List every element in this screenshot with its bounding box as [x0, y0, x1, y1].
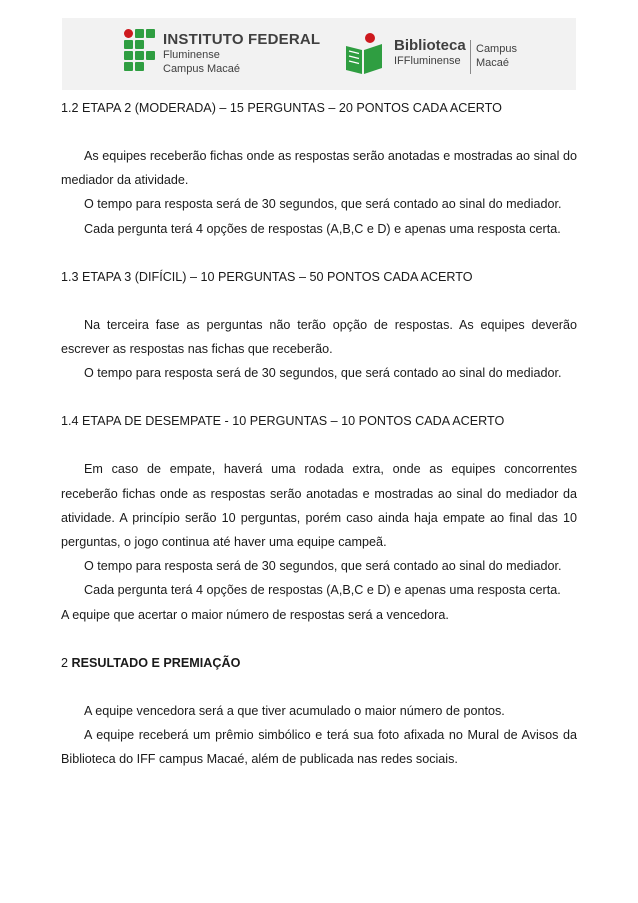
biblioteca-subtitle: IFFluminense: [394, 55, 461, 67]
iff-logo-icon: [124, 29, 156, 73]
iff-subtitle: Fluminense: [163, 49, 220, 61]
biblioteca-logo-text: [394, 38, 466, 67]
campus-line-2: Macaé: [476, 56, 510, 69]
library-book-icon: [340, 30, 388, 78]
section-2-paragraph-2: A equipe receberá um prêmio simbólico e terá sua foto afixada no Mural de Avisos da Biblioteca do IFF campus Macaé, além de publicada nas redes sociais.: [61, 728, 577, 767]
biblioteca-title: Biblioteca: [394, 37, 466, 54]
section-1-4-paragraph-1: Em caso de empate, haverá uma rodada extra, onde as equipes concorrentes receberão fichas onde as respostas serão anotadas e mostradas ao sinal do mediador da atividade. A princípio serão 10 perguntas, porém caso ainda haja empate ao final das 10 perguntas, o jogo continua até haver uma equipe campeã.: [61, 462, 577, 550]
iff-campus: Campus Macaé: [163, 63, 241, 75]
section-1-4-paragraph-4: A equipe que acertar o maior número de respostas será a vencedora.: [61, 607, 449, 622]
section-2-paragraph-1: A equipe vencedora será a que tiver acumulado o maior número de pontos.: [84, 703, 505, 718]
section-2-number: 2: [61, 655, 69, 670]
document-body: [61, 96, 577, 771]
campus-line-1: Campus: [476, 43, 517, 55]
section-1-4-paragraph-2: O tempo para resposta será de 30 segundos, que será contado ao sinal do mediador.: [84, 559, 562, 574]
section-1-4-paragraph-3: Cada pergunta terá 4 opções de respostas (A,B,C e D) e apenas uma resposta certa.: [84, 583, 561, 598]
section-1-2-heading: 1.2 ETAPA 2 (MODERADA) – 15 PERGUNTAS – 20 PONTOS CADA ACERTO: [61, 101, 502, 115]
section-1-3-paragraph-2: O tempo para resposta será de 30 segundos, que será contado ao sinal do mediador.: [84, 366, 562, 381]
section-1-3-paragraph-1: Na terceira fase as perguntas não terão opção de respostas. As equipes deverão escrever as respostas nas fichas que receberão.: [61, 317, 577, 357]
section-1-2-paragraph-2: O tempo para resposta será de 30 segundos, que será contado ao sinal do mediador.: [84, 197, 562, 212]
section-1-3-heading: 1.3 ETAPA 3 (DIFÍCIL) – 10 PERGUNTAS – 50 PONTOS CADA ACERTO: [61, 269, 473, 284]
header-banner: [62, 18, 576, 90]
biblioteca-campus: [476, 43, 517, 71]
iff-logo-text: [163, 32, 320, 75]
section-1-4-heading: 1.4 ETAPA DE DESEMPATE - 10 PERGUNTAS – 10 PONTOS CADA ACERTO: [61, 414, 505, 429]
section-1-2-paragraph-1: As equipes receberão fichas onde as respostas serão anotadas e mostradas ao sinal do mediador da atividade.: [61, 149, 577, 188]
iff-title: INSTITUTO FEDERAL: [163, 31, 321, 48]
logo-divider: [470, 40, 471, 74]
section-1-2-paragraph-3: Cada pergunta terá 4 opções de respostas (A,B,C e D) e apenas uma resposta certa.: [84, 221, 561, 236]
section-2-title: RESULTADO E PREMIAÇÃO: [71, 655, 241, 670]
section-2-heading: [61, 651, 577, 675]
